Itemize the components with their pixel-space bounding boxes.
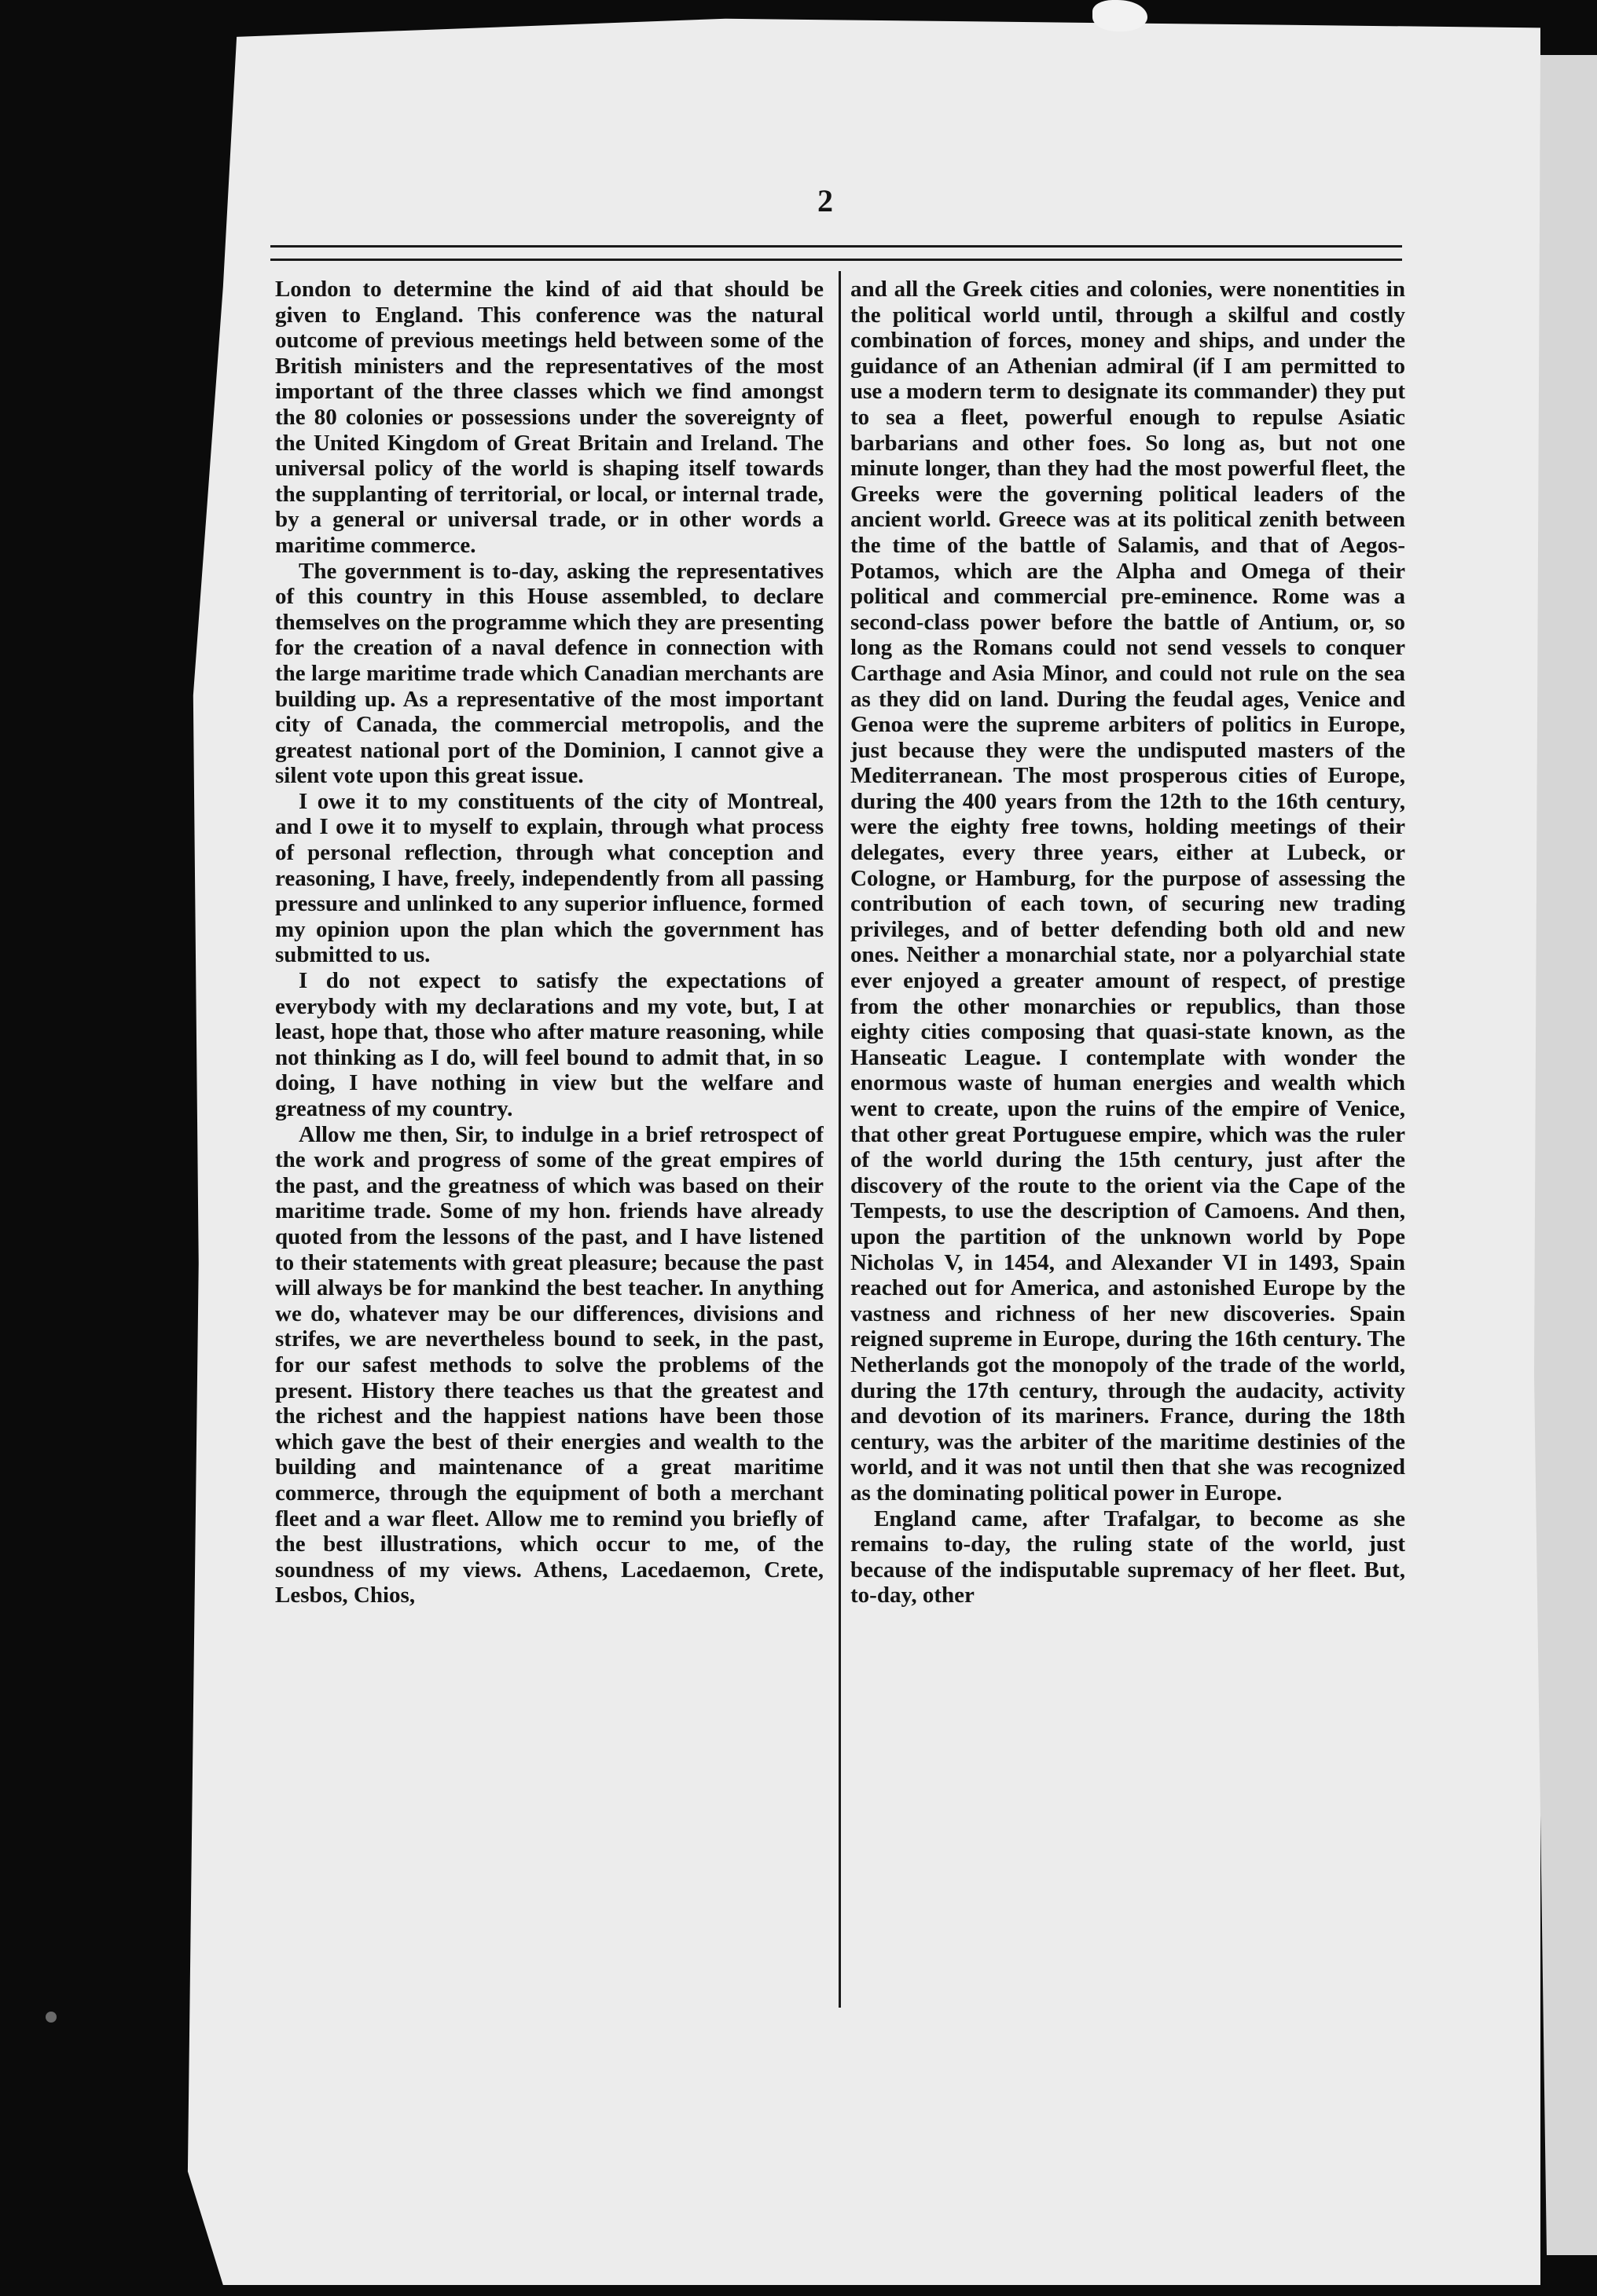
scan-artifact (1092, 0, 1147, 31)
scan-speck (46, 2012, 57, 2023)
right-column (850, 277, 1405, 2013)
column-divider (839, 271, 841, 2008)
paragraph: Allow me then, Sir, to indulge in a brief retrospect of the work and progress of some of the great empires of the past, and the greatness of which was based on their maritime trade. Some of my hon. friends have already quoted from the lessons of the past, and I have listened to their statements with great pleasure; because the past will always be for mankind the best teacher. In anything we do, whatever may be our differences, divisions and strifes, we are nevertheless bound to seek, in the past, for our safest methods to solve the problems of the present. History there teaches us that the greatest and the richest and the happiest nations have been those which gave the best of their energies and wealth to the building and maintenance of a great maritime commerce, through the equipment of both a merchant fleet and a war fleet. Allow me to remind you briefly of the best illustrations, which occur to me, of the soundness of my views. Athens, Lacedaemon, Crete, Lesbos, Chios, (275, 1121, 824, 1608)
paragraph: The government is to-day, asking the representatives of this country in this House assembled, to declare themselves on the programme which they are presenting for the creation of a naval defence in connection with the large maritime trade which Canadian merchants are building up. As a representative of the most important city of Canada, the commercial metropolis, and the greatest national port of the Dominion, I cannot give a silent vote upon this great issue. (275, 558, 824, 789)
paragraph: England came, after Trafalgar, to become as she remains to-day, the ruling state of the world, just because of the indisputable supremacy of her fleet. But, to-day, other (850, 1506, 1405, 1608)
left-column (275, 277, 824, 2013)
page-number: 2 (817, 183, 833, 218)
paragraph: I owe it to my constituents of the city of Montreal, and I owe it to myself to explain, through what process of personal reflection, through what conception and reasoning, I have, freely, independently from all passing pressure and unlinked to any superior influence, formed my opinion upon the plan which the government has submitted to us. (275, 788, 824, 968)
paragraph: I do not expect to satisfy the expectations of everybody with my declarations and my vote, but, I at least, hope that, those who after mature reasoning, while not thinking as I do, will feel bound to admit that, in so doing, I have nothing in view but the welfare and greatness of my country. (275, 968, 824, 1121)
header-double-rule (270, 245, 1402, 261)
paragraph: London to determine the kind of aid that should be given to England. This conference was the natural outcome of previous meetings held between some of the British ministers and the representatives of the most important of the three classes which we find amongst the 80 colonies or possessions under the sovereignty of the United Kingdom of Great Britain and Ireland. The universal policy of the world is shaping itself towards the supplanting of territorial, or local, or internal trade, by a general or universal trade, or in other words a maritime commerce. (275, 277, 824, 558)
paragraph: and all the Greek cities and colonies, were nonentities in the political world until, through a skilful and costly combination of forces, money and ships, and under the guidance of an Athenian admiral (if I am permitted to use a modern term to designate its commander) they put to sea a fleet, powerful enough to repulse Asiatic barbarians and other foes. So long as, but not one minute longer, than they had the most powerful fleet, the Greeks were the governing political leaders of the ancient world. Greece was at its political zenith between the time of the battle of Salamis, and that of Aegos-Potamos, which are the Alpha and Omega of their political and commercial pre-eminence. Rome was a second-class power before the battle of Antium, or, so long as the Romans could not send vessels to conquer Carthage and Asia Minor, and could not rule on the sea as they did on land. During the feudal ages, Venice and Genoa were the supreme arbiters of politics in Europe, just because they were the undisputed masters of the Mediterranean. The most prosperous cities of Europe, during the 400 years from the 12th to the 16th century, were the eighty free towns, holding meetings of their delegates, every three years, either at Lubeck, or Cologne, or Hamburg, for the purpose of assessing the contribution of each town, of securing new trading privileges, and of better defending both old and new ones. Neither a monarchial state, nor a polyarchial state ever enjoyed a greater amount of respect, of prestige from the other monarchies or republics, than those eighty cities composing that quasi-state known, as the Hanseatic League. I contemplate with wonder the enormous waste of human energies and wealth which went to create, upon the ruins of the empire of Venice, that other great Portuguese empire, which was the ruler of the world during the 15th century, just after the discovery of the route to the orient via the Cape of the Tempests, to use the description of Camoens. And then, upon the partition of the unknown world by Pope Nicholas V, in 1454, and Alexander VI in 1493, Spain reached out for America, and astonished Europe by the vastness and richness of her new discoveries. Spain reigned supreme in Europe, during the 16th century. The Netherlands got the monopoly of the trade of the world, during the 17th century, through the audacity, activity and devotion of its mariners. France, during the 18th century, was the arbiter of the maritime destinies of the world, and it was not until then that she was recognized as the dominating political power in Europe. (850, 277, 1405, 1506)
adjacent-page-edge (1534, 55, 1597, 2255)
